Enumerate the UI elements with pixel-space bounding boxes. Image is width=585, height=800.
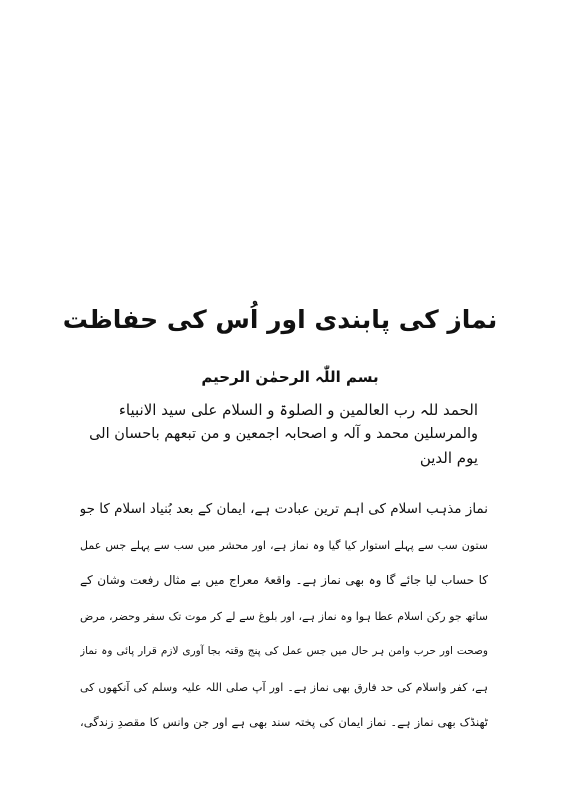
doxology (88, 398, 478, 470)
body-line: ساتھ جو رکن اسلام عطا ہوا وہ نماز ہے، اور بلوغ سے لے کر موت تک سفر وحضر، مرض (80, 609, 488, 623)
body-line: کا حساب لیا جائے گا وہ بھی نماز ہے۔ واقعۂ معراج میں بے مثال رفعت وشان کے (80, 573, 488, 587)
body-line: ہے، کفر واسلام کی حد فارق بھی نماز ہے۔ اور آپ صلی اللہ علیہ وسلم کی آنکھوں کی (80, 680, 488, 694)
page-title: نماز کی پابندی اور اُس کی حفاظت (62, 305, 498, 334)
body-line: ستون سب سے پہلے استوار کیا گیا وہ نماز ہے، اور محشر میں سب سے پہلے جس عمل (80, 538, 488, 552)
doxology-line: الحمد للہ رب العالمین و الصلوۃ و السلام علی سید الانبیاء (118, 401, 478, 419)
doxology-line: یوم الدین (419, 449, 478, 467)
doxology-line: والمرسلین محمد و آلہ و اصحابہ اجمعین و من تبعھم باحسان الی (89, 426, 478, 442)
body-paragraph (80, 492, 488, 741)
body-line: نماز مذہب اسلام کی اہم ترین عبادت ہے، ایمان کے بعد بُنیاد اسلام کا جو (80, 501, 488, 517)
body-line: وصحت اور حرب وامن ہر حال میں جس عمل کی پنج وقتہ بجا آوری لازم قرار پائی وہ نماز (80, 645, 488, 657)
body-line: ٹھنڈک بھی نماز ہے۔ نماز ایمان کی پختہ سند بھی ہے اور جن وانس کا مقصدِ زندگی، (80, 715, 488, 729)
basmala: بسم اللّٰہ الرحمٰن الرحیم (201, 368, 379, 386)
